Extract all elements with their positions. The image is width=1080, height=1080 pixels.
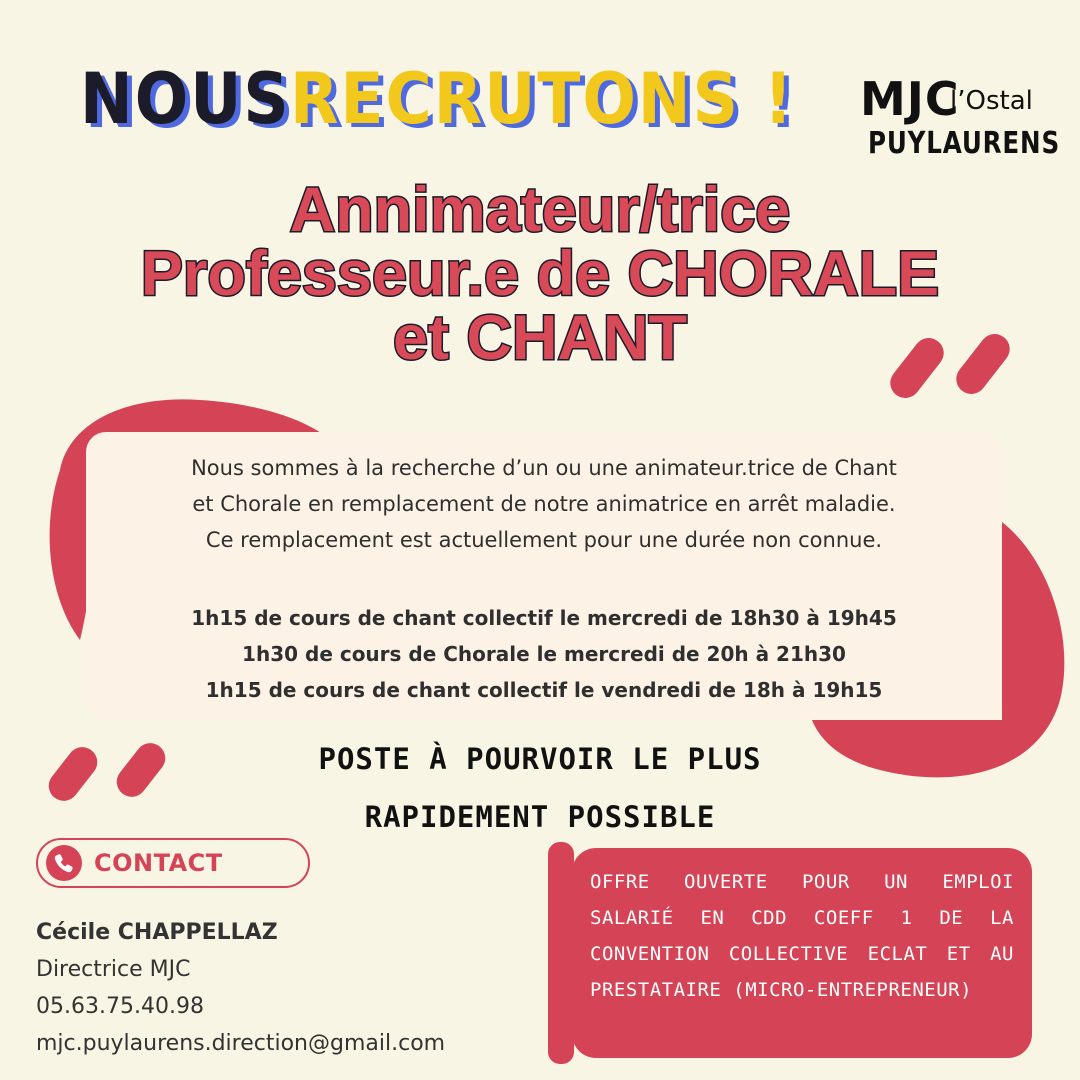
offer-box bbox=[572, 848, 1032, 1058]
title-line-1: Annimateur/trice bbox=[289, 175, 791, 245]
description-line: Ce remplacement est actuellement pour une durée non connue. bbox=[205, 528, 883, 552]
description-line: Nous sommes à la recherche d’un ou une animateur.trice de Chant bbox=[191, 456, 897, 480]
urgency-line-2: RAPIDEMENT POSSIBLE bbox=[364, 800, 716, 834]
description-line: et Chorale en remplacement de notre animatrice en arrêt maladie. bbox=[192, 492, 896, 516]
contact-details bbox=[36, 914, 546, 1062]
description-card bbox=[86, 432, 1002, 720]
headline-recrutons: RECRUTONS ! bbox=[290, 58, 795, 140]
contact-role: Directrice MJC bbox=[36, 957, 191, 982]
description-paragraph bbox=[86, 450, 1002, 558]
schedule-item: 1h30 de cours de Chorale le mercredi de 20h à 21h30 bbox=[242, 642, 846, 666]
schedule-list bbox=[86, 600, 1002, 708]
offer-text: OFFRE OUVERTE POUR UN EMPLOI SALARIÉ EN CDD COEFF 1 DE LA CONVENTION COLLECTIVE ECLAT ET AU PRESTATAIRE (MICRO-ENTREPRENEUR) bbox=[590, 871, 1014, 1001]
job-title bbox=[40, 175, 1040, 373]
title-line-2: Professeur.e de CHORALE bbox=[140, 239, 940, 309]
title-line-3: et CHANT bbox=[393, 303, 687, 373]
contact-phone: 05.63.75.40.98 bbox=[36, 994, 204, 1019]
logo-mjc: MJC bbox=[860, 72, 960, 126]
urgency-line-1: POSTE À POURVOIR LE PLUS bbox=[318, 742, 762, 776]
schedule-item: 1h15 de cours de chant collectif le mercredi de 18h30 à 19h45 bbox=[191, 606, 897, 630]
contact-label: CONTACT bbox=[94, 849, 223, 877]
mjc-logo bbox=[858, 70, 1061, 170]
contact-name: Cécile CHAPPELLAZ bbox=[36, 920, 278, 945]
logo-town: PUYLAURENS bbox=[868, 126, 1061, 161]
contact-badge bbox=[36, 838, 310, 888]
phone-icon bbox=[46, 845, 82, 881]
schedule-item: 1h15 de cours de chant collectif le vendredi de 18h à 19h15 bbox=[205, 678, 883, 702]
headline-nous: NOUS bbox=[80, 58, 291, 140]
offer-accent-bar bbox=[548, 842, 574, 1064]
contact-email: mjc.puylaurens.direction@gmail.com bbox=[36, 1031, 446, 1056]
urgency-notice bbox=[240, 730, 840, 846]
logo-ostal: l’Ostal bbox=[950, 86, 1033, 116]
